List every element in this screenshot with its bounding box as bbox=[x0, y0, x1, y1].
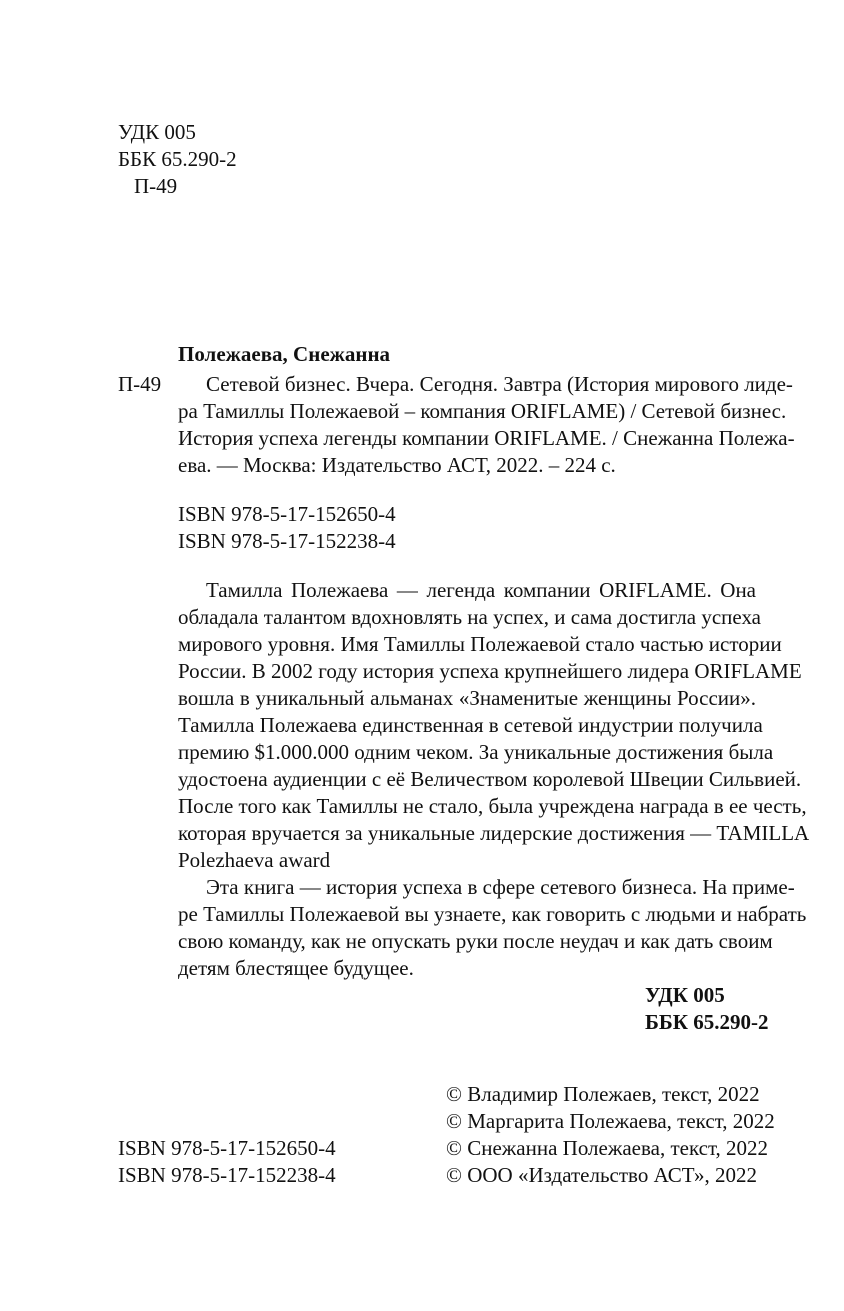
annotation-line: мирового уровня. Имя Тамиллы Полежаевой стало частью истории bbox=[178, 632, 782, 656]
annotation-line: Polezhaeva award bbox=[178, 848, 331, 872]
bbk-code: ББК 65.290-2 bbox=[118, 147, 237, 171]
copyright-line: © Снежанна Полежаева, текст, 2022 bbox=[446, 1136, 769, 1160]
footer-udk: УДК 005 bbox=[645, 983, 725, 1007]
bib-line: Сетевой бизнес. Вчера. Сегодня. Завтра (История мирового лиде- bbox=[206, 372, 793, 396]
bib-author-mark: П-49 bbox=[118, 372, 162, 396]
bib-line: ева. — Москва: Издательство АСТ, 2022. – 224 с. bbox=[178, 453, 616, 477]
annotation-line: России. В 2002 году история успеха крупнейшего лидера ORIFLAME bbox=[178, 659, 802, 683]
annotation-line: удостоена аудиенции с её Величеством королевой Швеции Сильвией. bbox=[178, 767, 802, 791]
annotation-line: которая вручается за уникальные лидерские достижения — TAMILLA bbox=[178, 821, 810, 845]
isbn-2: ISBN 978-5-17-152238-4 bbox=[178, 529, 396, 553]
annotation-line: ре Тамиллы Полежаевой вы узнаете, как говорить с людьми и набрать bbox=[178, 902, 807, 926]
annotation-line: вошла в уникальный альманах «Знаменитые женщины России». bbox=[178, 686, 756, 710]
author-mark: П-49 bbox=[134, 174, 178, 198]
annotation-line: Тамилла Полежаева единственная в сетевой индустрии получила bbox=[178, 713, 763, 737]
isbn-1: ISBN 978-5-17-152650-4 bbox=[178, 502, 396, 526]
udk-code: УДК 005 bbox=[118, 120, 196, 144]
annotation-line: свою команду, как не опускать руки после неудач и как дать своим bbox=[178, 929, 773, 953]
annotation-line: Эта книга — история успеха в сфере сетевого бизнеса. На приме- bbox=[206, 875, 795, 899]
copyright-line: © Владимир Полежаев, текст, 2022 bbox=[446, 1082, 760, 1106]
annotation-line: обладала талантом вдохновлять на успех, и сама достигла успеха bbox=[178, 605, 761, 629]
footer-isbn-1: ISBN 978-5-17-152650-4 bbox=[118, 1136, 336, 1160]
copyright-line: © Маргарита Полежаева, текст, 2022 bbox=[446, 1109, 775, 1133]
author-name: Полежаева, Снежанна bbox=[178, 342, 391, 366]
bib-line: ра Тамиллы Полежаевой – компания ORIFLAME) / Сетевой бизнес. bbox=[178, 399, 787, 423]
copyright-line: © ООО «Издательство АСТ», 2022 bbox=[446, 1163, 757, 1187]
annotation-line: Тамилла Полежаева — легенда компании ORIFLAME. Она bbox=[206, 578, 756, 602]
footer-isbn-2: ISBN 978-5-17-152238-4 bbox=[118, 1163, 336, 1187]
annotation-line: премию $1.000.000 одним чеком. За уникальные достижения была bbox=[178, 740, 774, 764]
footer-bbk: ББК 65.290-2 bbox=[645, 1010, 769, 1034]
annotation-line: После того как Тамиллы не стало, была учреждена награда в ее честь, bbox=[178, 794, 807, 818]
bib-line: История успеха легенды компании ORIFLAME. / Снежанна Полежа- bbox=[178, 426, 795, 450]
annotation-line: детям блестящее будущее. bbox=[178, 956, 414, 980]
